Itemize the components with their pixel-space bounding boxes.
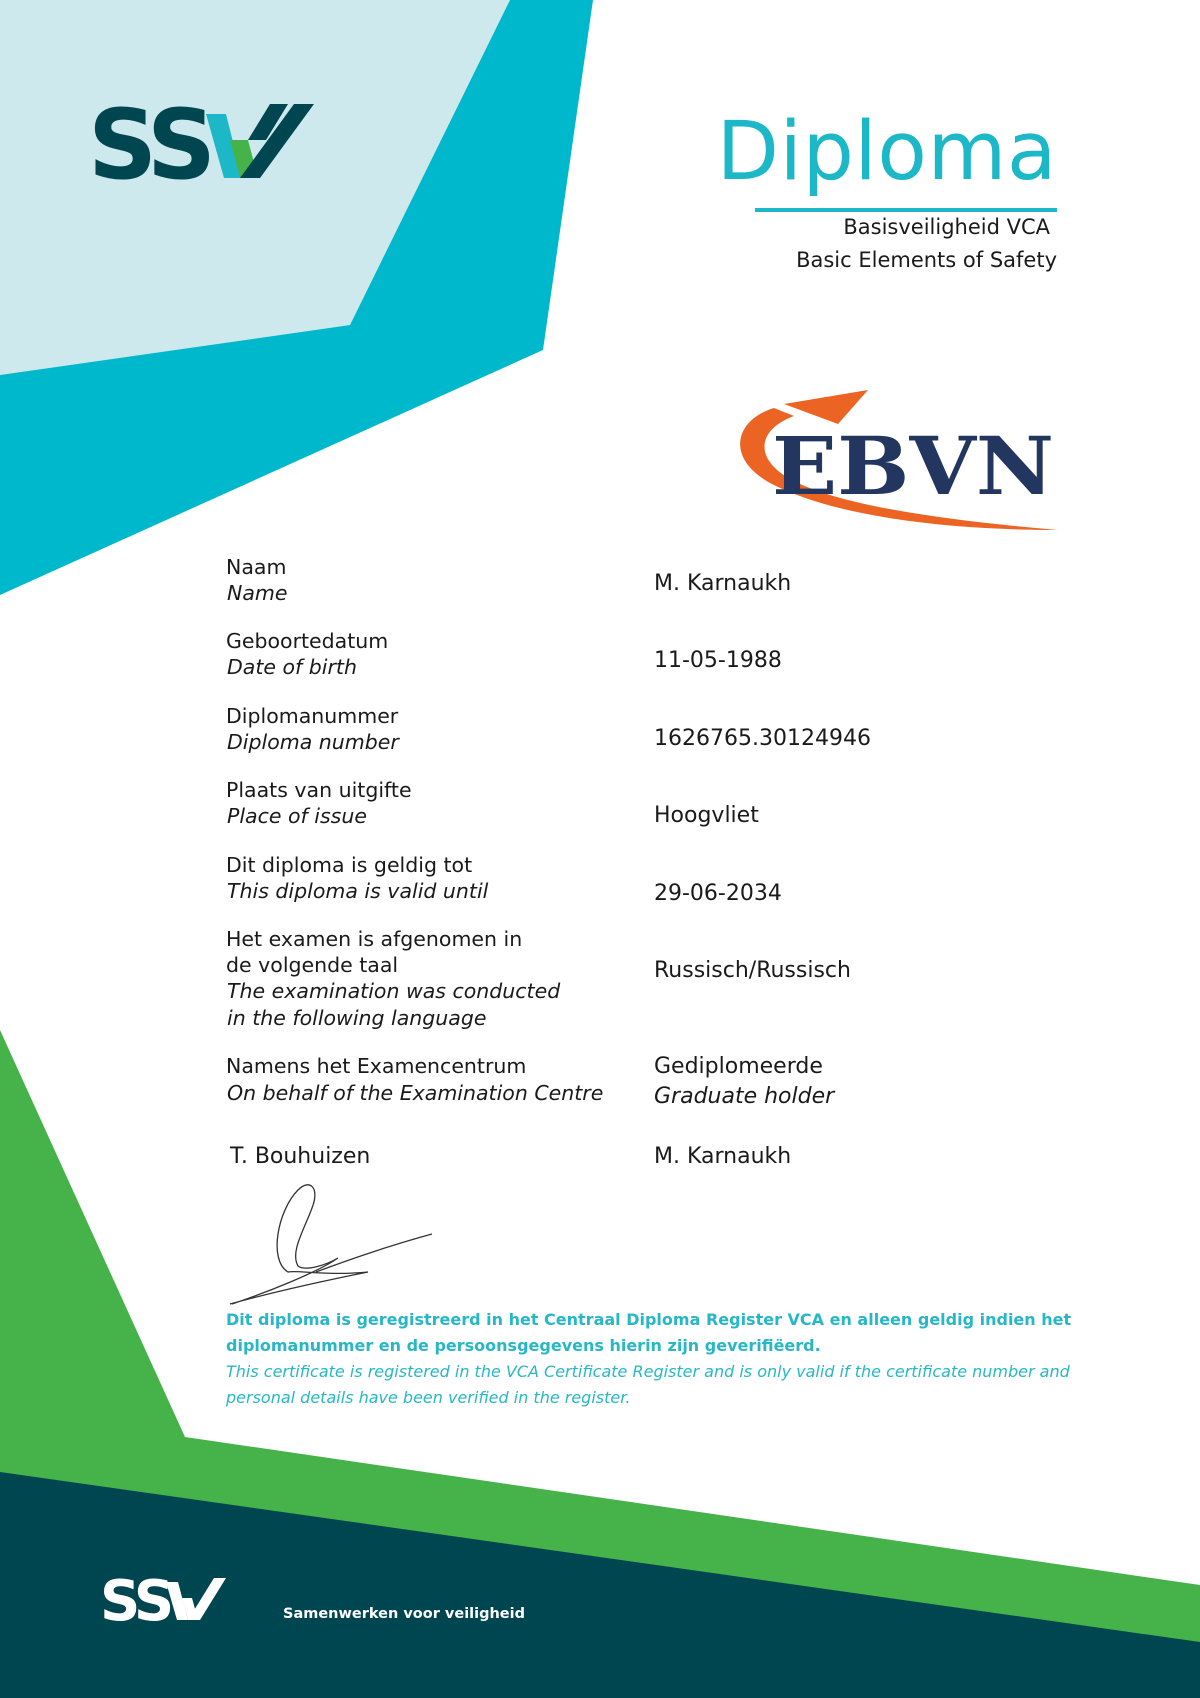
ssw-footer-s-letters: SS [100,1574,171,1626]
ebvn-logo-text: EBVN [772,419,1054,513]
language-label-english-line2: in the following language [227,1006,487,1030]
diploma-number-label-english: Diploma number [227,730,399,754]
diploma-number-label-dutch: Diplomanummer [226,704,399,728]
ebvn-logo [734,390,1058,532]
title-rule [755,208,1057,212]
valid-until-value: 29-06-2034 [654,881,782,906]
footer-slogan: Samenwerken voor veiligheid [283,1606,525,1622]
language-value: Russisch/Russisch [654,958,851,983]
birthdate-label-dutch: Geboortedatum [226,629,389,653]
examiner-label-english: On behalf of the Examination Centre [227,1081,604,1105]
register-note-dutch-line1: Dit diploma is geregistreerd in het Centraal Diploma Register VCA en alleen geldig indien het [226,1310,1072,1329]
ssw-footer-w-right [188,1578,226,1620]
place-of-issue-label-english: Place of issue [227,804,367,828]
name-label-dutch: Naam [226,555,287,579]
holder-label-dutch: Gediplomeerde [654,1054,823,1079]
language-label-english-line1: The examination was conducted [227,979,561,1003]
register-note-dutch-line2: diplomanummer en de persoonsgegevens hierin zijn geverifiëerd. [226,1336,821,1355]
register-note-english-line1: This certificate is registered in the VCA Certificate Register and is only valid if the certificate number and [226,1362,1070,1381]
place-of-issue-label-dutch: Plaats van uitgifte [226,778,412,802]
holder-label-english: Graduate holder [654,1084,835,1109]
register-note-english-line2: personal details have been verified in the register. [226,1388,631,1407]
examiner-signature [228,1180,438,1308]
diploma-title: Diploma [716,105,1057,199]
valid-until-label-dutch: Dit diploma is geldig tot [226,853,473,877]
signature-stroke [230,1185,432,1304]
examiner-label-dutch: Namens het Examencentrum [226,1054,527,1078]
language-label-dutch-line2: de volgende taal [226,953,399,977]
examiner-name: T. Bouhuizen [230,1144,371,1169]
name-label-english: Name [227,581,288,605]
subtitle-english: Basic Elements of Safety [796,248,1057,272]
ssw-logo-s-letters: SS [88,100,210,186]
birthdate-label-english: Date of birth [227,655,357,679]
birthdate-value: 11-05-1988 [654,648,782,673]
ssw-logo [88,100,314,186]
ssw-footer-logo [100,1574,226,1626]
valid-until-label-english: This diploma is valid until [227,879,489,903]
name-value: M. Karnaukh [654,571,792,596]
subtitle-dutch: Basisveiligheid VCA [843,215,1050,239]
holder-name: M. Karnaukh [654,1144,792,1169]
place-of-issue-value: Hoogvliet [654,803,759,828]
language-label-dutch-line1: Het examen is afgenomen in [226,927,523,951]
diploma-number-value: 1626765.30124946 [654,726,871,751]
